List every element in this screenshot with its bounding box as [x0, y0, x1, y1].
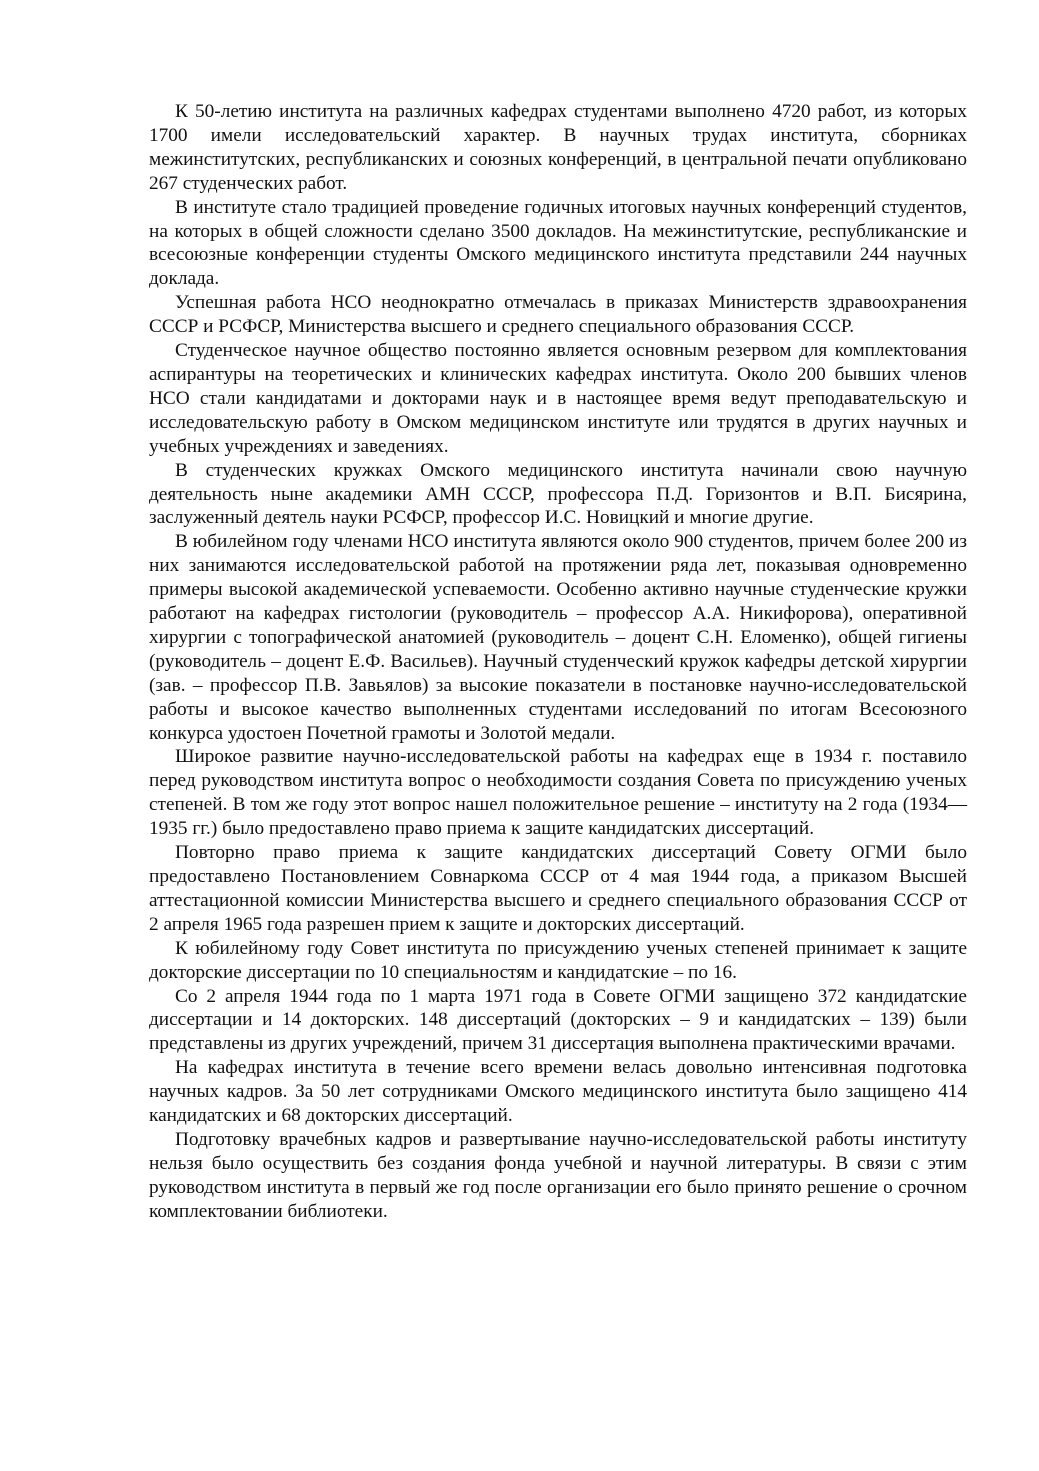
paragraph: Студенческое научное общество постоянно является основным резервом для комплектования аспирантуры на теоретических и клинических кафедрах института. Около 200 бывших членов НСО стали кандидатами и докторами наук и в настоящее время ведут преподавательскую и исследовательскую работу в Омском медицинском институте или трудятся в других научных и учебных учреждениях и заведениях. — [149, 340, 967, 457]
paragraph: К 50-летию института на различных кафедрах студентами выполнено 4720 работ, из которых 1700 имели исследовательский характер. В научных трудах института, сборниках межинститутских, республиканских и союзных конференций, в центральной печати опубликовано 267 студенческих работ. — [149, 101, 967, 194]
paragraph: Широкое развитие научно-исследовательской работы на кафедрах еще в 1934 г. поставило перед руководством института вопрос о необходимости создания Совета по присуждению ученых степеней. В том же году этот вопрос нашел положительное решение – институту на 2 года (1934—1935 гг.) было предоставлено право приема к защите кандидатских диссертаций. — [149, 746, 967, 840]
paragraph: На кафедрах института в течение всего времени велась довольно интенсивная подготовка научных кадров. За 50 лет сотрудниками Омского медицинского института было защищено 414 кандидатских и 68 докторских диссертаций. — [149, 1057, 967, 1127]
paragraph: Повторно право приема к защите кандидатских диссертаций Совету ОГМИ было предоставлено Постановлением Совнаркома СССР от 4 мая 1944 года, а приказом Высшей аттестационной комиссии Министерства высшего и среднего специального образования СССР от 2 апреля 1965 года разрешен прием к защите и докторских диссертаций. — [149, 842, 967, 935]
paragraph: В институте стало традицией проведение годичных итоговых научных конференций студентов, на которых в общей сложности сделано 3500 докладов. На межинститутские, республиканские и всесоюзные конференции студенты Омского медицинского института представили 244 научных доклада. — [149, 196, 967, 290]
paragraph: Со 2 апреля 1944 года по 1 марта 1971 года в Совете ОГМИ защищено 372 кандидатские диссертации и 14 докторских. 148 диссертаций (докторских – 9 и кандидатских – 139) были представлены из других учреждений, причем 31 диссертация выполнена практическими врачами. — [149, 985, 967, 1055]
paragraph: Успешная работа НСО неоднократно отмечалась в приказах Министерств здравоохранения СССР и РСФСР, Министерства высшего и среднего специального образования СССР. — [149, 292, 967, 338]
paragraph: В юбилейном году членами НСО института являются около 900 студентов, причем более 200 из них занимаются исследовательской работой на протяжении ряда лет, показывая одновременно примеры высокой академической успеваемости. Особенно активно научные студенческие кружки работают на кафедрах гистологии (руководитель – профессор А.А. Никифорова), оперативной хирургии с топографической анатомией (руководитель – доцент С.Н. Еломенко), общей гигиены (руководитель – доцент Е.Ф. Васильев). Научный студенческий кружок кафедры детской хирургии (зав. – профессор П.В. Завьялов) за высокие показатели в постановке научно-исследовательской работы и высокое качество выполненных студентами исследований по итогам Всесоюзного конкурса удостоен Почетной грамоты и Золотой медали. — [149, 531, 967, 744]
paragraph: Подготовку врачебных кадров и развертывание научно-исследовательской работы институту нельзя было осуществить без создания фонда учебной и научной литературы. В связи с этим руководством института в первый же год после организации его было принято решение о срочном комплектовании библиотеки. — [149, 1128, 967, 1222]
paragraph: К юбилейному году Совет института по присуждению ученых степеней принимает к защите докторские диссертации по 10 специальностям и кандидатские – по 16. — [149, 937, 967, 983]
document-page — [149, 100, 967, 1224]
paragraph: В студенческих кружках Омского медицинского института начинали свою научную деятельность ныне академики АМН СССР, профессора П.Д. Горизонтов и В.П. Бисярина, заслуженный деятель науки РСФСР, профессор И.С. Новицкий и многие другие. — [149, 459, 967, 529]
